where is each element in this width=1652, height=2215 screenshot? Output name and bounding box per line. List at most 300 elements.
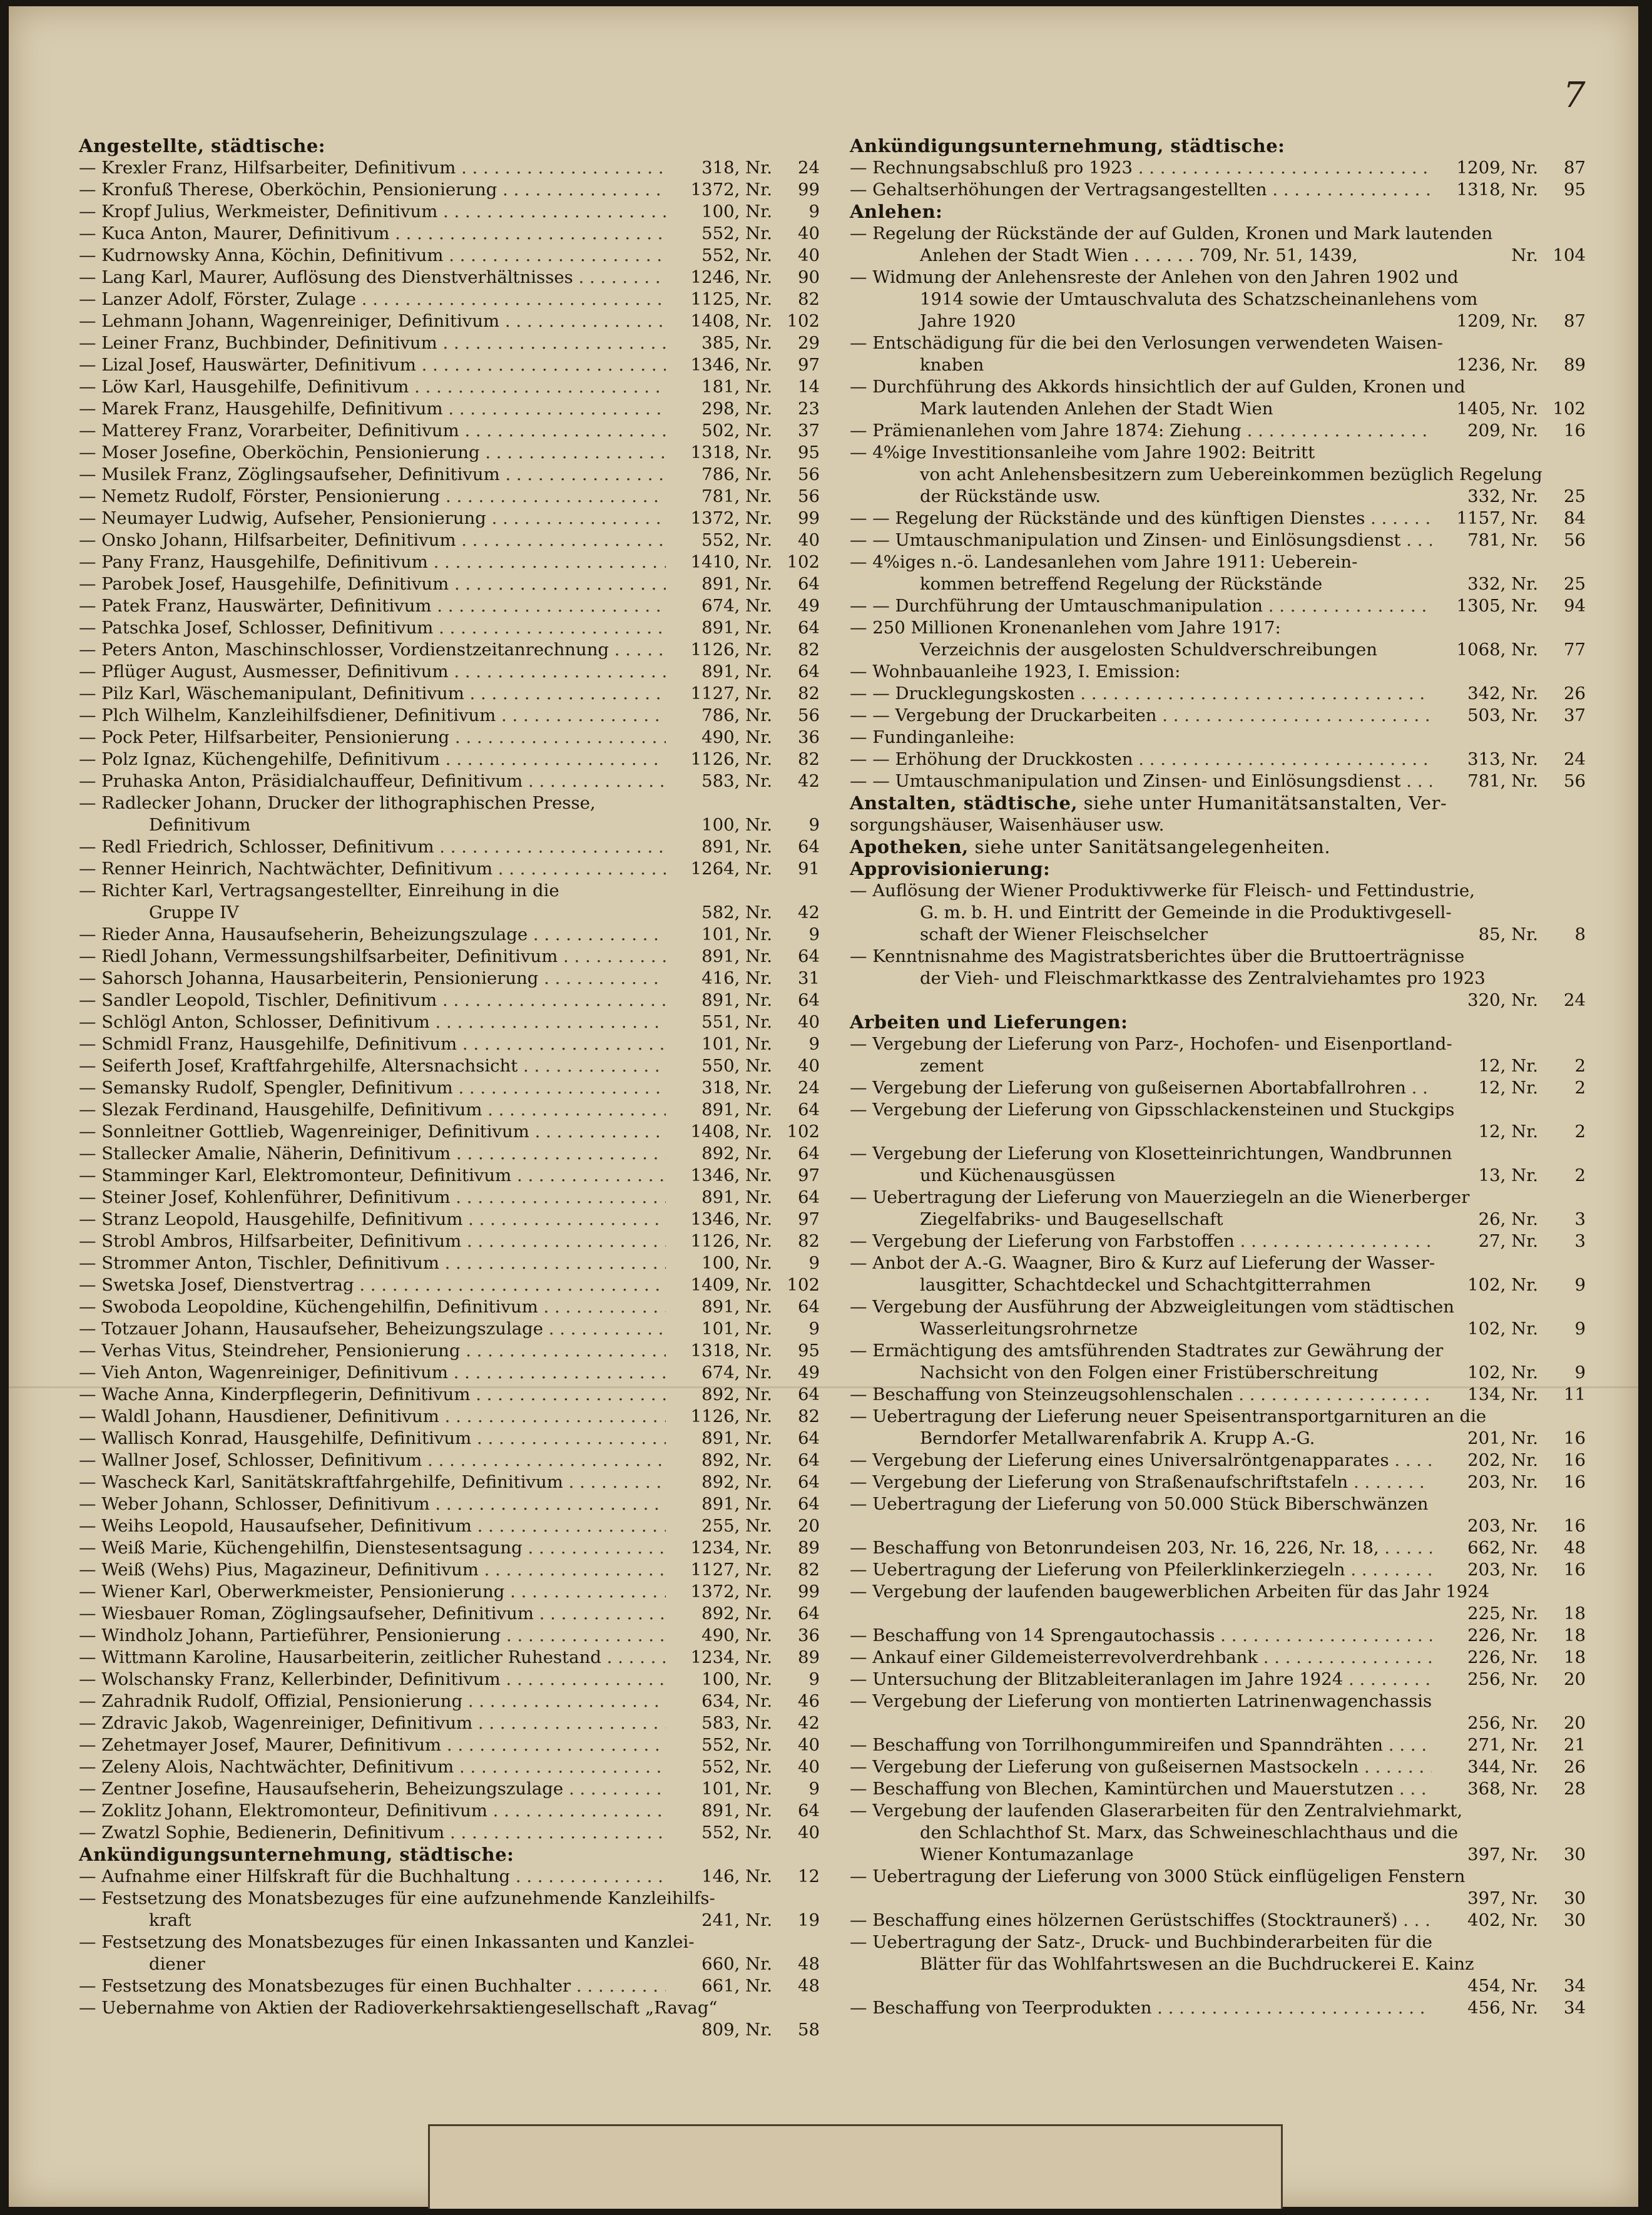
entry-page-ref: 891, Nr.: [701, 837, 772, 857]
entry-number: 97: [798, 1209, 820, 1229]
entry-page-ref: 241, Nr.: [701, 1910, 772, 1930]
entry-page-ref: 101, Nr.: [701, 1779, 772, 1799]
entry-page-ref: 1318, Nr.: [690, 1341, 772, 1361]
index-entry: [79, 420, 820, 442]
entry-number: 102: [787, 1122, 820, 1142]
entry-text: — Ankauf einer Gildemeisterrevolverdrehbank . . .: [850, 1647, 1432, 1669]
index-entry: [79, 1603, 820, 1625]
index-entry: [850, 1559, 1586, 1581]
entry-page-ref: 891, Nr.: [701, 1801, 772, 1821]
index-entry: [850, 683, 1586, 705]
entry-text-line: — Durchführung des Akkords hinsichtlich der auf Gulden, Kronen und: [850, 377, 1466, 397]
index-entry: [850, 1910, 1586, 1931]
entry-number: 30: [1564, 1888, 1586, 1908]
entry-number: 56: [798, 464, 820, 484]
entry-text: — Löw Karl, Hausgehilfe, Definitivum . . .: [79, 376, 666, 398]
entry-page-ref: 502, Nr.: [701, 421, 772, 441]
index-entry: [79, 529, 820, 551]
index-entry: [79, 1975, 820, 1997]
index-entry: [850, 770, 1586, 792]
entry-page-ref: 1410, Nr.: [690, 552, 772, 572]
entry-page-ref: 1127, Nr.: [690, 683, 772, 703]
entry-page-ref: 1209, Nr.: [1456, 158, 1538, 178]
entry-text: — Totzauer Johann, Hausaufseher, Beheizungszulage . . .: [79, 1318, 666, 1340]
entry-number: 11: [1564, 1384, 1586, 1404]
index-entry: [79, 1209, 820, 1230]
index-entry: [79, 1121, 820, 1143]
index-entry: [79, 1296, 820, 1318]
index-entry: [79, 683, 820, 705]
index-entry: [79, 1581, 820, 1603]
index-entry: [850, 1691, 1586, 1734]
entry-line: [850, 1581, 1586, 1603]
entry-page-ref: 209, Nr.: [1467, 421, 1538, 441]
section-reference-continued: [850, 814, 1586, 836]
entry-page-ref: 298, Nr.: [701, 399, 772, 419]
index-entry: [79, 201, 820, 223]
index-entry: [79, 1406, 820, 1428]
index-entry: [850, 1625, 1586, 1647]
entry-page-ref: 891, Nr.: [701, 946, 772, 966]
entry-page-ref: 271, Nr.: [1467, 1735, 1538, 1755]
entry-number: 24: [798, 158, 820, 178]
entry-page-ref: 786, Nr.: [701, 705, 772, 725]
entry-text-line: diener: [149, 1954, 205, 1974]
index-entry: [850, 1800, 1586, 1866]
entry-text: — Gehaltserhöhungen der Vertragsangestellten . . .: [850, 179, 1432, 201]
entry-number: 37: [1564, 705, 1586, 725]
entry-number: 16: [1564, 1560, 1586, 1580]
entry-text: — Pock Peter, Hilfsarbeiter, Pensionierung . . .: [79, 727, 666, 749]
entry-text-line: — Fundinganleihe:: [850, 727, 1015, 747]
entry-text-line: — Uebertragung der Lieferung neuer Speisentransportgarnituren an die: [850, 1406, 1487, 1426]
index-entry: [79, 1800, 820, 1822]
index-entry: [79, 1450, 820, 1471]
entry-text: — Stranz Leopold, Hausgehilfe, Definitivum . . .: [79, 1209, 666, 1230]
index-entry: [79, 990, 820, 1011]
entry-text: — Windholz Johann, Partieführer, Pensionierung . . .: [79, 1625, 666, 1647]
entry-text: — Redl Friedrich, Schlosser, Definitivum . . .: [79, 836, 666, 858]
entry-page-ref: 12, Nr.: [1478, 1056, 1538, 1076]
entry-line-last: [850, 1515, 1586, 1537]
entry-number: 20: [1564, 1713, 1586, 1733]
entry-text: — Zeleny Alois, Nachtwächter, Definitivum . . .: [79, 1756, 666, 1778]
entry-number: 102: [787, 1275, 820, 1295]
index-entry: [850, 946, 1586, 1011]
entry-page-ref: 503, Nr.: [1467, 705, 1538, 725]
entry-text-line: — Ermächtigung des amtsführenden Stadtrates zur Gewährung der: [850, 1341, 1444, 1361]
index-entry: [850, 1384, 1586, 1406]
entry-page-ref: 1127, Nr.: [690, 1560, 772, 1580]
entry-line: [850, 1822, 1586, 1844]
entry-text: — — Regelung der Rückstände und des künftigen Dienstes . . .: [850, 508, 1432, 529]
entry-page-ref: 892, Nr.: [701, 1143, 772, 1164]
entry-text-line: Blätter für das Wohlfahrtswesen an die Buchdruckerei E. Kainz: [920, 1954, 1474, 1974]
entry-text: — Wache Anna, Kinderpflegerin, Definitivum . . .: [79, 1384, 666, 1406]
entry-page-ref: 781, Nr.: [1467, 771, 1538, 791]
entry-number: 97: [798, 355, 820, 375]
entry-number: 18: [1564, 1647, 1586, 1667]
entry-line: [850, 289, 1586, 310]
entry-page-ref: 134, Nr.: [1467, 1384, 1538, 1404]
index-entry: [79, 836, 820, 858]
entry-number: 40: [798, 1757, 820, 1777]
reference-text: sorgungshäuser, Waisenhäuser usw.: [850, 815, 1165, 835]
entry-number: 24: [1564, 749, 1586, 769]
entry-number: 64: [798, 1801, 820, 1821]
index-entry: [79, 1077, 820, 1099]
entry-text: — Lang Karl, Maurer, Auflösung des Dienstverhältnisses . . .: [79, 267, 666, 289]
entry-line: [79, 880, 820, 902]
entry-line-last: [850, 1318, 1586, 1340]
index-entry: [79, 770, 820, 792]
entry-text: — Onsko Johann, Hilfsarbeiter, Definitivum . . .: [79, 529, 666, 551]
index-entry: [79, 1669, 820, 1691]
entry-page-ref: 100, Nr.: [701, 815, 772, 835]
entry-page-ref: 552, Nr.: [701, 1757, 772, 1777]
entry-page-ref: 397, Nr.: [1467, 1844, 1538, 1865]
entry-page-ref: 781, Nr.: [701, 486, 772, 506]
index-entry: [79, 1318, 820, 1340]
entry-number: 49: [798, 596, 820, 616]
entry-line-last: [79, 1953, 820, 1975]
entry-text-line: schaft der Wiener Fleischselcher: [920, 924, 1208, 944]
entry-number: 82: [798, 640, 820, 660]
entry-text-line: Wiener Kontumazanlage: [920, 1844, 1134, 1865]
entry-page-ref: 781, Nr.: [1467, 530, 1538, 550]
entry-text: — Kuca Anton, Maurer, Definitivum . . .: [79, 223, 666, 245]
entry-text: — Swetska Josef, Dienstvertrag . . .: [79, 1274, 666, 1296]
entry-line-last: [850, 924, 1586, 946]
index-entry: [79, 376, 820, 398]
entry-page-ref: 1234, Nr.: [690, 1538, 772, 1558]
entry-text: — Pany Franz, Hausgehilfe, Definitivum . . .: [79, 551, 666, 573]
entry-number: 40: [798, 245, 820, 265]
entry-text: — Patek Franz, Hauswärter, Definitivum . . .: [79, 595, 666, 617]
entry-number: 24: [798, 1078, 820, 1098]
entry-number: 42: [798, 903, 820, 923]
entry-number: 25: [1564, 574, 1586, 594]
entry-text: — Weber Johann, Schlosser, Definitivum . . .: [79, 1493, 666, 1515]
index-entry: [850, 1778, 1586, 1800]
entry-text-line: kraft: [149, 1910, 191, 1930]
index-entry: [79, 1756, 820, 1778]
entry-line: [850, 1099, 1586, 1121]
entry-page-ref: 402, Nr.: [1467, 1910, 1538, 1930]
entry-page-ref: 552, Nr.: [701, 530, 772, 550]
entry-text: — Rechnungsabschluß pro 1923 . . .: [850, 157, 1432, 179]
index-entry: [79, 1778, 820, 1800]
entry-text: — Zoklitz Johann, Elektromonteur, Definitivum . . .: [79, 1800, 666, 1822]
entry-number: 64: [798, 1100, 820, 1120]
entry-number: 64: [798, 1494, 820, 1514]
entry-page-ref: 891, Nr.: [701, 1297, 772, 1317]
entry-page-ref: 552, Nr.: [701, 1735, 772, 1755]
entry-number: 99: [798, 180, 820, 200]
index-entry: [850, 749, 1586, 770]
entry-number: 82: [798, 683, 820, 703]
index-entry: [79, 1187, 820, 1209]
entry-page-ref: 892, Nr.: [701, 1604, 772, 1624]
entry-number: 102: [787, 311, 820, 331]
entry-page-ref: 397, Nr.: [1467, 1888, 1538, 1908]
entry-text-line: Gruppe IV: [149, 903, 239, 923]
entry-page-ref: 100, Nr.: [701, 1253, 772, 1273]
entry-page-ref: 256, Nr.: [1467, 1713, 1538, 1733]
entry-text-line: — Anbot der A.-G. Waagner, Biro & Kurz auf Lieferung der Wasser-: [850, 1253, 1435, 1273]
index-entry: [79, 289, 820, 310]
entry-number: 102: [787, 552, 820, 572]
entry-number: 82: [798, 289, 820, 309]
entry-text: — Wallner Josef, Schlosser, Definitivum . . .: [79, 1450, 666, 1471]
entry-text: — Peters Anton, Maschinschlosser, Vordienstzeitanrechnung . . .: [79, 639, 666, 661]
index-entry: [850, 1669, 1586, 1691]
entry-text-line: Verzeichnis der ausgelosten Schuldverschreibungen: [920, 640, 1377, 660]
entry-text-line: zement: [920, 1056, 984, 1076]
entry-line: [850, 727, 1586, 749]
entry-page-ref: 490, Nr.: [701, 727, 772, 747]
entry-line-last: [850, 1975, 1586, 1997]
entry-text: — Wiesbauer Roman, Zöglingsaufseher, Definitivum . . .: [79, 1603, 666, 1625]
index-entry: [850, 1252, 1586, 1296]
entry-page-ref: 255, Nr.: [701, 1516, 772, 1536]
entry-number: 40: [798, 1735, 820, 1755]
entry-number: 9: [808, 924, 820, 944]
entry-page-ref: 1408, Nr.: [690, 311, 772, 331]
entry-page-ref: 320, Nr.: [1467, 990, 1538, 1010]
entry-number: 36: [798, 1625, 820, 1645]
entry-number: 20: [1564, 1669, 1586, 1689]
entry-page-ref: 1125, Nr.: [690, 289, 772, 309]
entry-number: 14: [798, 377, 820, 397]
index-entry: [79, 267, 820, 289]
entry-page-ref: 1346, Nr.: [690, 1165, 772, 1185]
entry-text: — Stamminger Karl, Elektromonteur, Definitivum . . .: [79, 1165, 666, 1187]
entry-number: 95: [1564, 180, 1586, 200]
entry-text-line: der Vieh- und Fleischmarktkasse des Zentralviehamtes pro 1923: [920, 968, 1486, 988]
entry-page-ref: 181, Nr.: [701, 377, 772, 397]
index-entry: [79, 639, 820, 661]
entry-number: 9: [808, 1034, 820, 1054]
entry-text-line: Jahre 1920: [920, 311, 1016, 331]
entry-number: 16: [1564, 1450, 1586, 1470]
index-entry: [850, 1187, 1586, 1230]
entry-text: — Nemetz Rudolf, Förster, Pensionierung . . .: [79, 486, 666, 508]
entry-line: [79, 1931, 820, 1953]
entry-line-last: [79, 902, 820, 924]
entry-number: 26: [1564, 1757, 1586, 1777]
entry-number: 64: [798, 1604, 820, 1624]
entry-line-last: [850, 1274, 1586, 1296]
entry-number: 48: [798, 1976, 820, 1996]
entry-text: — Zehetmayer Josef, Maurer, Definitivum . . .: [79, 1734, 666, 1756]
entry-line: [850, 1252, 1586, 1274]
left-column: [79, 135, 820, 2041]
entry-text: — Parobek Josef, Hausgehilfe, Definitivum . . .: [79, 573, 666, 595]
index-entry: [79, 595, 820, 617]
entry-number: 64: [798, 618, 820, 638]
index-entry: [850, 376, 1586, 420]
index-entry: [79, 1143, 820, 1165]
entry-page-ref: 891, Nr.: [701, 1187, 772, 1207]
entry-page-ref: 1372, Nr.: [690, 508, 772, 528]
entry-number: 34: [1564, 1998, 1586, 2018]
entry-text-line: — Kenntnisnahme des Magistratsberichtes über die Bruttoerträgnisse: [850, 946, 1465, 966]
entry-text: — Semansky Rudolf, Spengler, Definitivum . . .: [79, 1077, 666, 1099]
entry-page-ref: 891, Nr.: [701, 662, 772, 682]
entry-page-ref: 1346, Nr.: [690, 355, 772, 375]
entry-number: 12: [798, 1866, 820, 1886]
entry-text: — — Drucklegungskosten . . .: [850, 683, 1432, 705]
section-reference: siehe unter Sanitätsangelegenheiten.: [968, 836, 1331, 857]
index-entry: [850, 1340, 1586, 1384]
entry-line-last: [850, 1055, 1586, 1077]
entry-page-ref: 344, Nr.: [1467, 1757, 1538, 1777]
section-heading: [79, 135, 820, 157]
entry-number: 9: [1574, 1363, 1586, 1383]
entry-number: 64: [798, 1472, 820, 1492]
entry-page-ref: 313, Nr.: [1467, 749, 1538, 769]
index-entry: [850, 1471, 1586, 1493]
entry-text-line: — Vergebung der Lieferung von montierten Latrinenwagenchassis: [850, 1691, 1432, 1711]
entry-page-ref: 203, Nr.: [1467, 1472, 1538, 1492]
entry-number: 82: [798, 1406, 820, 1426]
entry-line-last: [850, 1362, 1586, 1384]
entry-line: [850, 1187, 1586, 1209]
entry-number: 24: [1564, 990, 1586, 1010]
entry-text: — Slezak Ferdinand, Hausgehilfe, Definitivum . . .: [79, 1099, 666, 1121]
entry-page-ref: 582, Nr.: [701, 903, 772, 923]
entry-text: — Weiß (Wehs) Pius, Magazineur, Definitivum . . .: [79, 1559, 666, 1581]
entry-text: — Lehmann Johann, Wagenreiniger, Definitivum . . .: [79, 310, 666, 332]
entry-text: — — Umtauschmanipulation und Zinsen- und Einlösungsdienst . . .: [850, 529, 1432, 551]
entry-text: — Sonnleitner Gottlieb, Wagenreiniger, Definitivum . . .: [79, 1121, 666, 1143]
entry-number: 9: [808, 202, 820, 222]
entry-text: — — Durchführung der Umtauschmanipulation . . .: [850, 595, 1432, 617]
entry-number: 16: [1564, 1472, 1586, 1492]
entry-page-ref: 661, Nr.: [701, 1976, 772, 1996]
index-entry: [79, 354, 820, 376]
entry-text: — Vieh Anton, Wagenreiniger, Definitivum . . .: [79, 1362, 666, 1384]
entry-number: 37: [798, 421, 820, 441]
index-entry: [79, 1515, 820, 1537]
entry-line-last: [850, 990, 1586, 1011]
entry-line: [850, 661, 1586, 683]
entry-line: [79, 1997, 820, 2019]
entry-number: 40: [798, 1012, 820, 1032]
entry-text: — Lizal Josef, Hauswärter, Definitivum . . .: [79, 354, 666, 376]
entry-page-ref: 674, Nr.: [701, 1363, 772, 1383]
entry-text: — Rieder Anna, Hausaufseherin, Beheizungszulage . . .: [79, 924, 666, 946]
entry-page-ref: 490, Nr.: [701, 1625, 772, 1645]
entry-page-ref: 26, Nr.: [1478, 1209, 1538, 1229]
entry-text: — Marek Franz, Hausgehilfe, Definitivum . . .: [79, 398, 666, 420]
index-entry: [79, 464, 820, 486]
entry-line: [850, 1143, 1586, 1165]
entry-text: — Leiner Franz, Buchbinder, Definitivum . . .: [79, 332, 666, 354]
index-entry: [850, 1537, 1586, 1559]
entry-line-last: [79, 1910, 820, 1931]
entry-page-ref: 583, Nr.: [701, 1713, 772, 1733]
entry-number: 46: [798, 1691, 820, 1711]
entry-line-last: [850, 486, 1586, 508]
index-entry: [850, 1866, 1586, 1910]
index-entry: [79, 968, 820, 990]
section-title: Apotheken,: [850, 836, 969, 857]
entry-line: [850, 1033, 1586, 1055]
entry-page-ref: 1209, Nr.: [1456, 311, 1538, 331]
entry-line-last: [850, 1844, 1586, 1866]
entry-page-ref: 13, Nr.: [1478, 1165, 1538, 1185]
index-entry: [850, 157, 1586, 179]
entry-number: 64: [798, 1297, 820, 1317]
entry-text-line: — Vergebung der Lieferung von Klosetteinrichtungen, Wandbrunnen: [850, 1143, 1452, 1164]
entry-page-ref: 201, Nr.: [1467, 1428, 1538, 1448]
entry-text: — Kronfuß Therese, Oberköchin, Pensionierung . . .: [79, 179, 666, 201]
entry-number: 89: [798, 1647, 820, 1667]
entry-line: [850, 968, 1586, 990]
index-entry: [79, 1559, 820, 1581]
entry-number: 102: [1553, 399, 1586, 419]
entry-text: — Kropf Julius, Werkmeister, Definitivum . . .: [79, 201, 666, 223]
entry-number: 58: [798, 2020, 820, 2040]
entry-number: 40: [798, 1823, 820, 1843]
entry-page-ref: 146, Nr.: [701, 1866, 772, 1886]
entry-line-last: [850, 1888, 1586, 1910]
entry-page-ref: 891, Nr.: [701, 574, 772, 594]
entry-number: 64: [798, 946, 820, 966]
page-number: 7: [1563, 75, 1586, 116]
entry-text: — Zdravic Jakob, Wagenreiniger, Definitivum . . .: [79, 1712, 666, 1734]
entry-number: 64: [798, 1384, 820, 1404]
index-entry: [850, 1581, 1586, 1625]
entry-number: 9: [808, 1669, 820, 1689]
entry-page-ref: 1305, Nr.: [1456, 596, 1538, 616]
index-entry: [79, 1011, 820, 1033]
entry-text: — Plch Wilhelm, Kanzleihilfsdiener, Definitivum . . .: [79, 705, 666, 727]
entry-text-line: Mark lautenden Anlehen der Stadt Wien: [920, 399, 1273, 419]
entry-number: 48: [798, 1954, 820, 1974]
entry-text-line: Wasserleitungsrohrnetze: [920, 1319, 1138, 1339]
entry-page-ref: 85, Nr.: [1478, 924, 1538, 944]
index-entry: [79, 551, 820, 573]
entry-text-line: Berndorfer Metallwarenfabrik A. Krupp A.-G.: [920, 1428, 1315, 1448]
section-heading: [79, 1844, 820, 1866]
entry-text-line: — Uebertragung der Lieferung von 50.000 Stück Biberschwänzen: [850, 1494, 1429, 1514]
entry-page-ref: 456, Nr.: [1467, 1998, 1538, 2018]
entry-page-ref: 809, Nr.: [701, 2020, 772, 2040]
entry-text-line: — Widmung der Anlehensreste der Anlehen von den Jahren 1902 und: [850, 267, 1459, 287]
index-entry: [79, 573, 820, 595]
entry-text: — Uebertragung der Lieferung von Pfeilerklinkerziegeln . . .: [850, 1559, 1432, 1581]
index-entry: [850, 661, 1586, 683]
entry-number: 19: [798, 1910, 820, 1930]
entry-line: [850, 332, 1586, 354]
entry-number: 16: [1564, 1516, 1586, 1536]
entry-number: 9: [808, 1253, 820, 1273]
index-entry: [79, 1384, 820, 1406]
index-entry: [79, 1712, 820, 1734]
entry-line: [850, 1866, 1586, 1888]
index-entry: [850, 529, 1586, 551]
entry-page-ref: 550, Nr.: [701, 1056, 772, 1076]
entry-number: 90: [798, 267, 820, 287]
entry-number: 104: [1553, 245, 1586, 265]
index-entry: [850, 1647, 1586, 1669]
entry-page-ref: 342, Nr.: [1467, 683, 1538, 703]
entry-page-ref: 332, Nr.: [1467, 486, 1538, 506]
entry-text-line: — Auflösung der Wiener Produktivwerke für Fleisch- und Fettindustrie,: [850, 881, 1475, 901]
